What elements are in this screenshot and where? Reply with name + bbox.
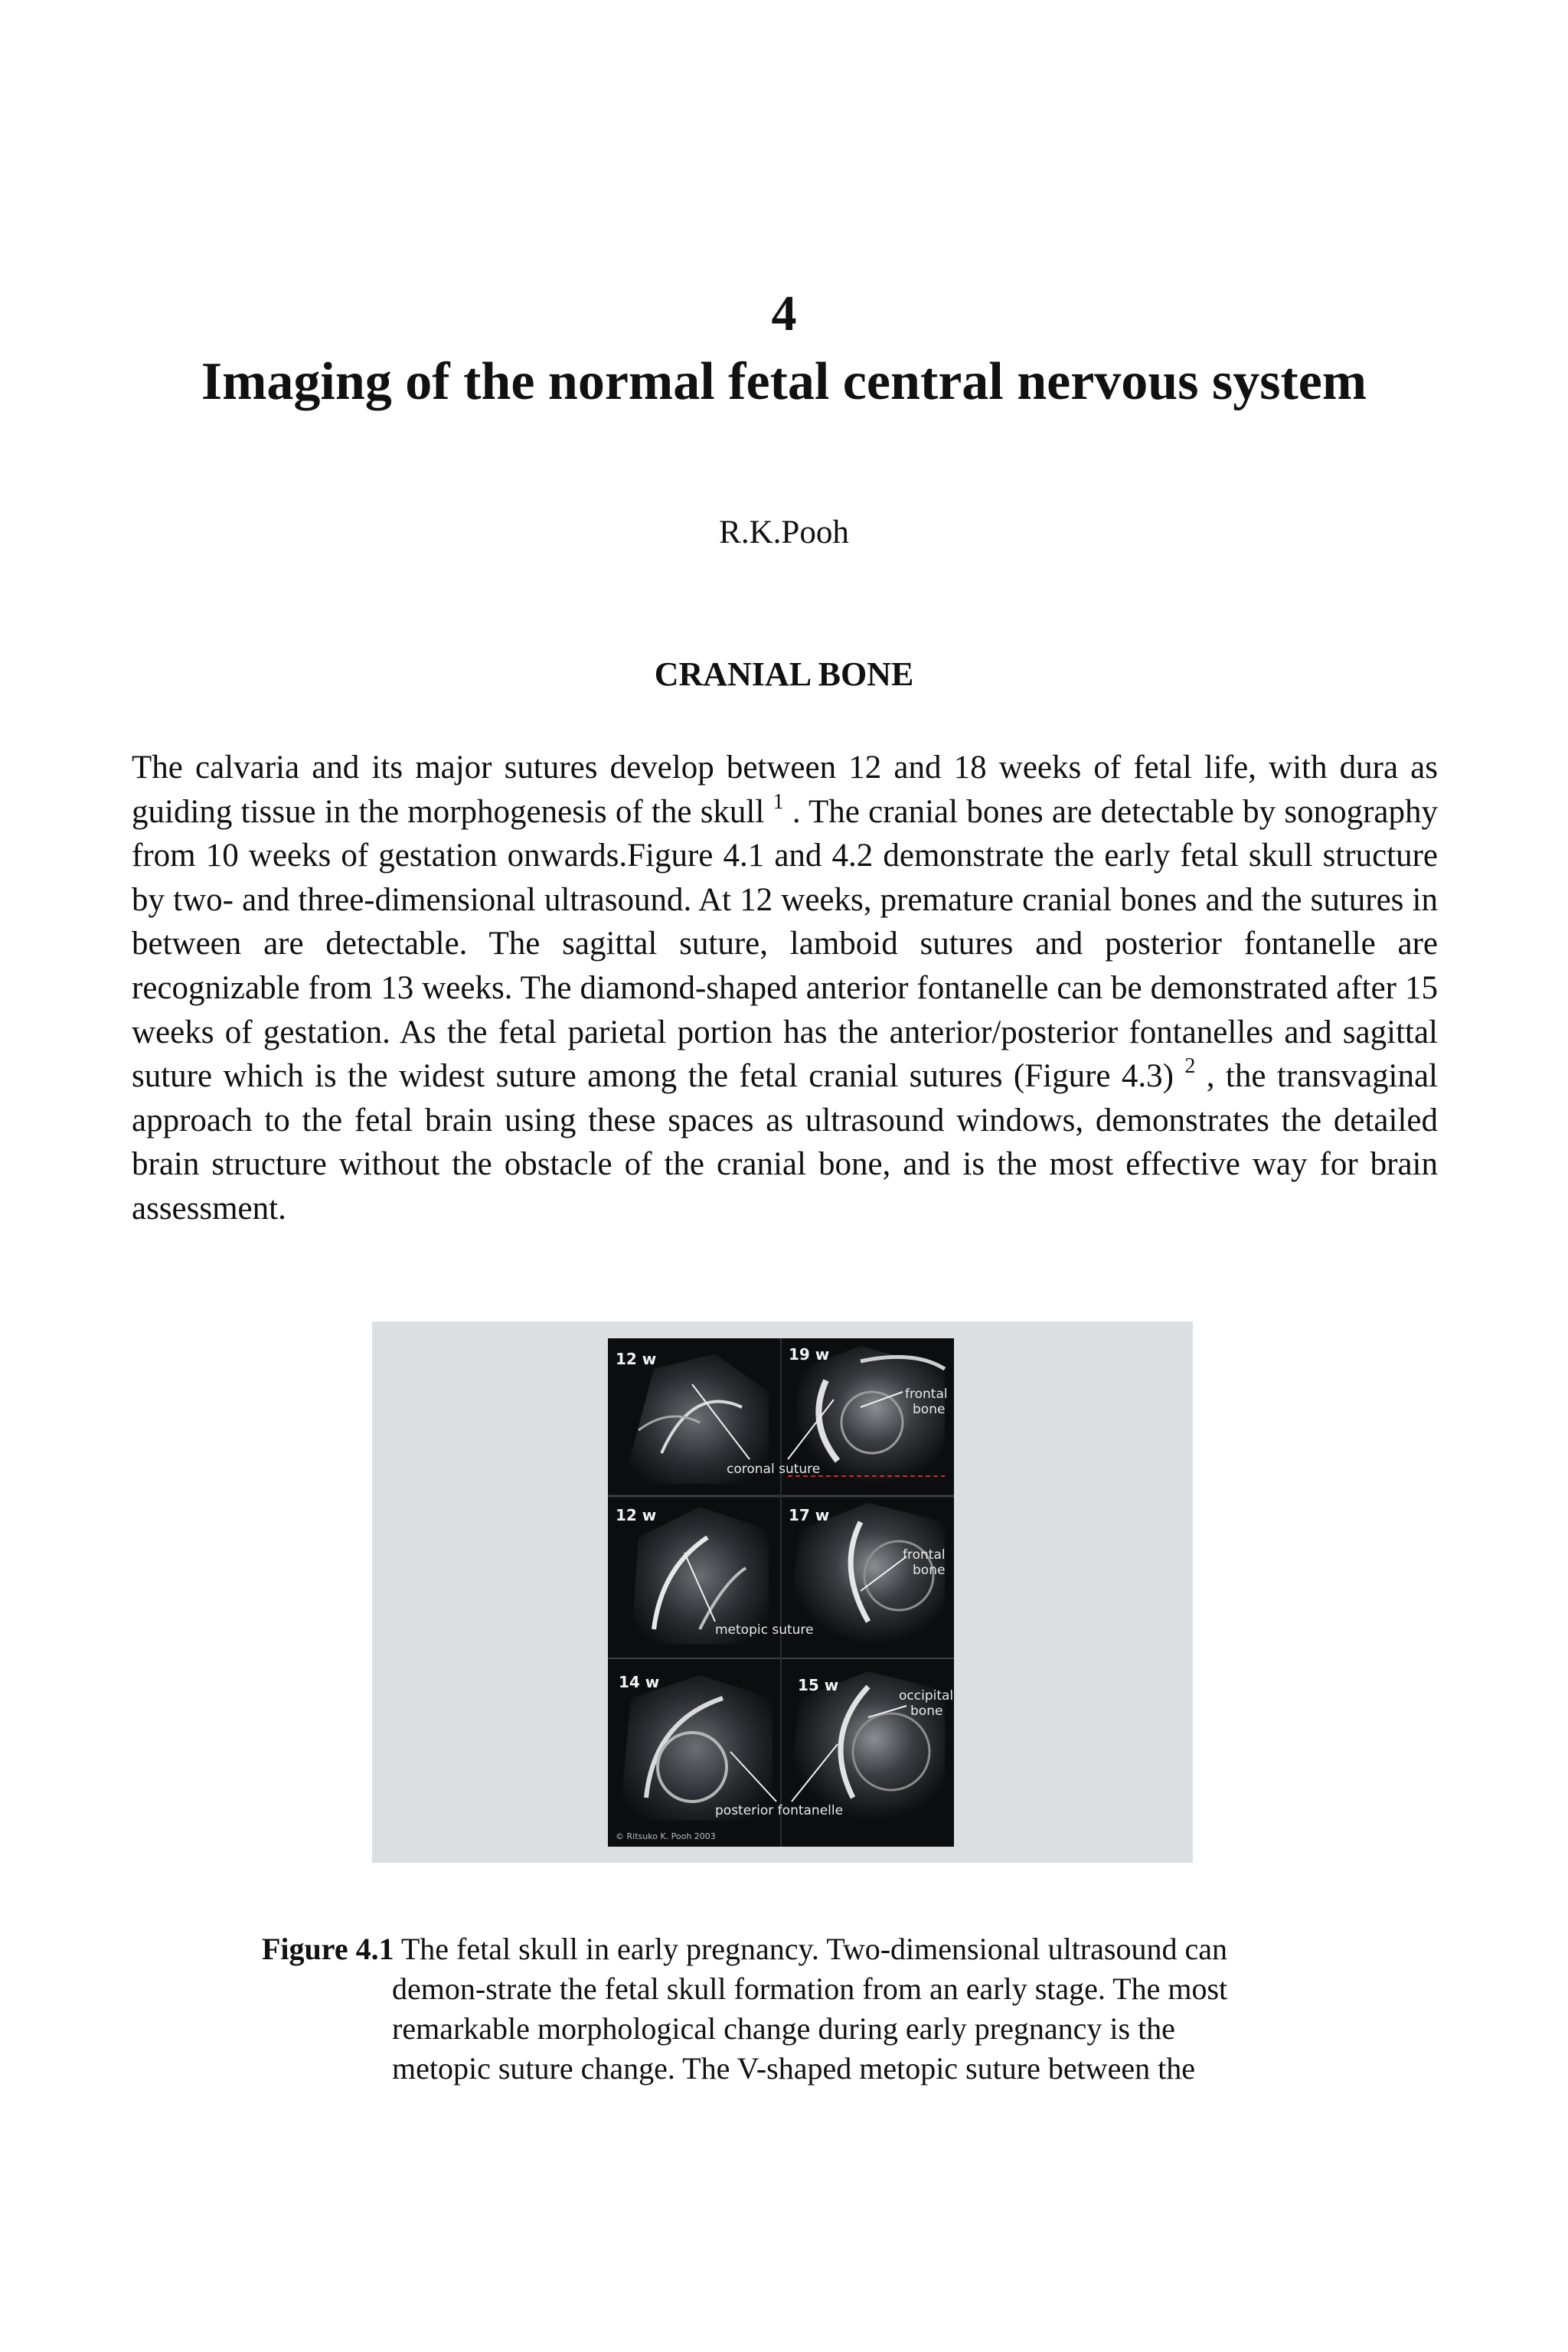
- figure-caption-line-2: demon-strate the fetal skull formation from an early stage. The most: [392, 1971, 1228, 2006]
- label-15w: 15 w: [798, 1676, 839, 1694]
- figure-caption-line-3: remarkable morphological change during early pregnancy is the: [392, 2011, 1175, 2046]
- scan-14w: [619, 1675, 773, 1821]
- label-12w-top: 12 w: [616, 1350, 657, 1368]
- chapter-author: R.K.Pooh: [719, 514, 849, 550]
- label-19w: 19 w: [789, 1345, 830, 1364]
- anno-frontal-bone-mid-2: bone: [913, 1563, 946, 1578]
- paragraph-text-2: . The cranial bones are detectable by sonography from 10 weeks of gestation onwards.Figure 4.1 and 4.2 demonstrate the early fetal skull structure by two- and three-dimensional ultrasound. At 12 weeks, premature cranial bones and the sutures in between are detectable. The sagittal suture, lamboid sutures and posterior fontanelle are recognizable from 13 weeks. The diamond-shaped anterior fontanelle can be demonstrated after 15 weeks of gestation. As the fetal parietal portion has the anterior/posterior fontanelles and sagittal suture which is the widest suture among the fetal cranial sutures (Figure 4.3): [132, 793, 1439, 1095]
- paragraph-text-3: , the transvaginal approach to the fetal brain using these spaces as ultrasound windows, demonstrates the detailed brain structure without the obstacle of the cranial bone, and is the most effective way for brain assessment.: [132, 1058, 1438, 1227]
- figure-caption-label: Figure 4.1: [262, 1932, 394, 1966]
- figure-caption-line-1: The fetal skull in early pregnancy. Two-dimensional ultrasound can: [394, 1932, 1227, 1966]
- reference-1[interactable]: 1: [773, 789, 784, 814]
- chapter-number: 4: [771, 286, 797, 341]
- section-heading: CRANIAL BONE: [654, 655, 914, 693]
- figure-copyright: © Ritsuko K. Pooh 2003: [616, 1831, 716, 1841]
- paragraph-text-1: The calvaria and its major sutures develop between 12 and 18 weeks of fetal life, with dura as guiding tissue in the morphogenesis of the skull: [132, 750, 1438, 830]
- anno-frontal-bone-mid-1: frontal: [903, 1547, 946, 1563]
- chapter-title: Imaging of the normal fetal central nervous system: [201, 352, 1367, 411]
- anno-occipital-bone-1: occipital: [899, 1688, 954, 1704]
- figure-caption-line-4: metopic suture change. The V-shaped metopic suture between the: [392, 2051, 1195, 2086]
- ultrasound-figure: [608, 1338, 954, 1847]
- anno-frontal-bone-top-2: bone: [913, 1402, 946, 1417]
- anno-coronal-suture: coronal suture: [727, 1462, 821, 1477]
- body-paragraph: [132, 746, 1438, 1231]
- ultrasound-composite: [608, 1338, 954, 1847]
- figure-caption: [262, 1929, 1334, 2089]
- anno-frontal-bone-top-1: frontal: [905, 1387, 948, 1402]
- reference-2[interactable]: 2: [1184, 1054, 1196, 1079]
- label-17w: 17 w: [789, 1506, 830, 1524]
- anno-metopic-suture: metopic suture: [715, 1622, 814, 1638]
- label-12w-mid: 12 w: [616, 1506, 657, 1524]
- label-14w: 14 w: [619, 1673, 660, 1691]
- anno-posterior-fontanelle: posterior fontanelle: [715, 1803, 844, 1818]
- anno-occipital-bone-2: bone: [910, 1704, 943, 1719]
